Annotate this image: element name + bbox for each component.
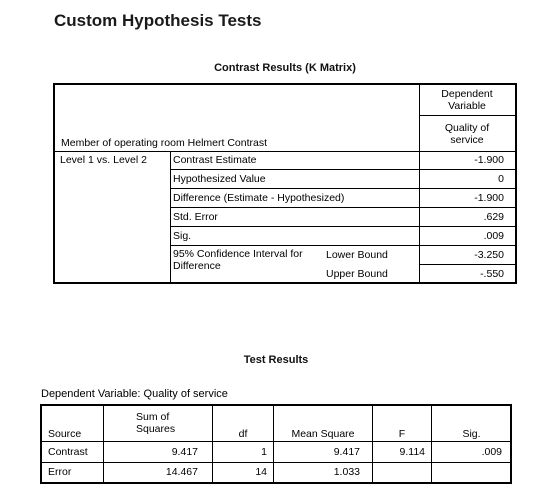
column-divider	[372, 405, 373, 483]
quality-of-service-header: Quality of service	[444, 122, 490, 146]
row-divider	[170, 245, 516, 246]
contrast-estimate-label: Contrast Estimate	[173, 154, 257, 166]
dependent-variable-header: Dependent Variable	[441, 88, 493, 112]
contrast-df: 1	[261, 446, 267, 458]
upper-bound-value: -.550	[480, 268, 504, 280]
row-divider	[170, 226, 516, 227]
row-divider	[41, 441, 511, 442]
df-header: df	[238, 428, 248, 440]
column-divider	[170, 151, 171, 283]
difference-label: Difference (Estimate - Hypothesized)	[173, 192, 345, 204]
error-source: Error	[48, 466, 72, 478]
row-divider	[170, 169, 516, 170]
hypothesized-value-label: Hypothesized Value	[173, 173, 266, 185]
error-ms: 1.033	[333, 466, 360, 478]
contrast-estimate-value: -1.900	[474, 154, 504, 166]
source-header: Source	[48, 428, 82, 440]
hypothesized-value-value: 0	[498, 173, 504, 185]
row-divider	[419, 115, 516, 116]
contrast-f: 9.114	[399, 446, 425, 458]
contrast-ms: 9.417	[333, 446, 360, 458]
error-ss: 14.467	[165, 466, 198, 478]
contrast-ss: 9.417	[171, 446, 198, 458]
page-title: Custom Hypothesis Tests	[54, 11, 262, 30]
dependent-variable-note: Dependent Variable: Quality of service	[41, 388, 228, 400]
f-header: F	[398, 428, 406, 440]
contrast-table-caption: Contrast Results (K Matrix)	[214, 62, 356, 74]
std-error-label: Std. Error	[173, 211, 218, 223]
sum-of-squares-header: Sum of Squares	[136, 411, 176, 435]
sig-label: Sig.	[173, 230, 192, 242]
lower-bound-value: -3.250	[474, 249, 504, 261]
contrast-source: Contrast	[48, 446, 88, 458]
lower-bound-label: Lower Bound	[326, 249, 388, 261]
row-divider	[41, 462, 511, 463]
confidence-interval-label: 95% Confidence Interval for Difference	[173, 248, 303, 272]
mean-square-header: Mean Square	[291, 428, 355, 440]
test-table-caption: Test Results	[243, 354, 309, 366]
column-divider	[431, 405, 432, 483]
sig-value: .009	[483, 230, 504, 242]
std-error-value: .629	[483, 211, 504, 223]
difference-value: -1.900	[474, 192, 504, 204]
sig-header: Sig.	[462, 428, 481, 440]
error-df: 14	[255, 466, 267, 478]
row-divider	[419, 264, 516, 265]
stub-header: Member of operating room Helmert Contrast	[61, 137, 267, 149]
row-divider	[54, 151, 516, 152]
group-label: Level 1 vs. Level 2	[60, 154, 147, 166]
row-divider	[170, 188, 516, 189]
row-divider	[170, 207, 516, 208]
upper-bound-label: Upper Bound	[326, 268, 388, 280]
contrast-sig: .009	[481, 446, 502, 458]
